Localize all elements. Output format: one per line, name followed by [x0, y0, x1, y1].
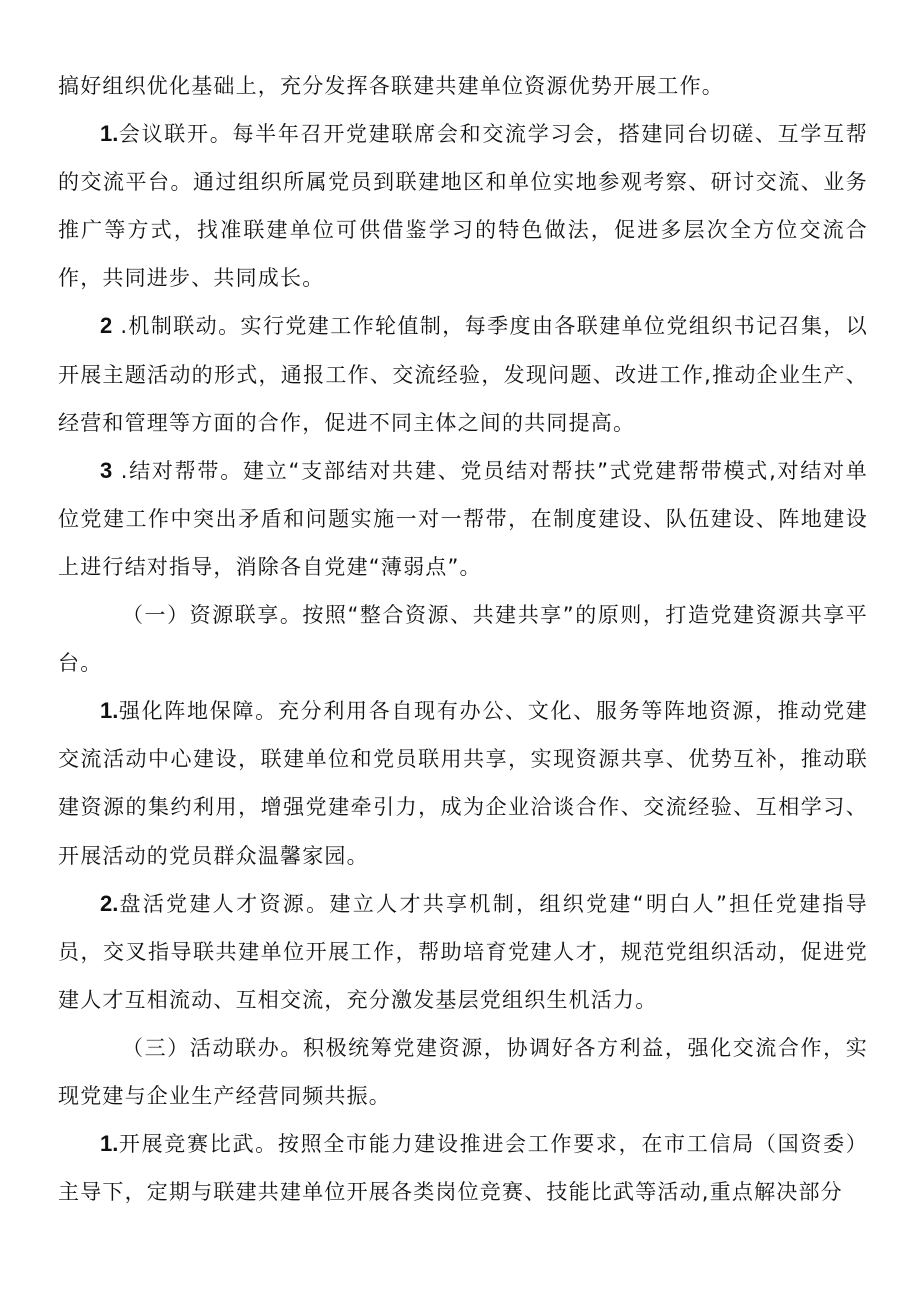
paragraph-text: .机制联动。实行党建工作轮值制，每季度由各联建单位党组织书记召集，以开展主题活动的形式，通报工作、交流经验，发现问题、改进工作,推动企业生产、经营和管理等方面的合作，促进不同主体之间的共同提高。 — [58, 314, 868, 435]
paragraph-1 — [58, 110, 868, 302]
section-heading-paragraph-4 — [58, 591, 868, 687]
paragraph-text: （三）活动联办。积极统筹党建资源，协调好各方利益，强化交流合作，实现党建与企业生产经营同频共振。 — [58, 1035, 868, 1108]
paragraph-8 — [58, 1120, 868, 1216]
paragraph-text: .结对帮带。建立“支部结对共建、党员结对帮扶”式党建帮带模式,对结对单位党建工作中突出矛盾和问题实施一对一帮带，在制度建设、队伍建设、阵地建设上进行结对指导，消除各自党建“薄弱点”。 — [58, 458, 868, 579]
paragraph-text: （一）资源联享。按照“整合资源、共建共享”的原则，打造党建资源共享平台。 — [58, 603, 868, 676]
paragraph-text: 搞好组织优化基础上，充分发挥各联建共建单位资源优势开展工作。 — [58, 74, 724, 98]
list-number: 1. — [100, 698, 119, 724]
paragraph-6 — [58, 880, 868, 1024]
document-page — [58, 62, 868, 1216]
list-number: 2. — [100, 890, 119, 916]
paragraph-3 — [58, 447, 868, 591]
paragraph-text: 开展竞赛比武。按照全市能力建设推进会工作要求，在市工信局（国资委）主导下，定期与联建共建单位开展各类岗位竞赛、技能比武等活动,重点解决部分 — [58, 1132, 868, 1205]
section-heading-paragraph-7 — [58, 1024, 868, 1120]
paragraph-text: 强化阵地保障。充分利用各自现有办公、文化、服务等阵地资源，推动党建交流活动中心建设，联建单位和党员联用共享，实现资源共享、优势互补，推动联建资源的集约利用，增强党建牵引力，成为企业洽谈合作、交流经验、互相学习、开展活动的党员群众温馨家园。 — [58, 699, 868, 868]
list-number: 2 — [100, 313, 113, 339]
paragraph-text: 盘活党建人才资源。建立人才共享机制，组织党建“明白人”担任党建指导员，交叉指导联共建单位开展工作，帮助培育党建人才，规范党组织活动，促进党建人才互相流动、互相交流，充分激发基层党组织生机活力。 — [58, 891, 868, 1012]
list-number: 1. — [100, 1131, 119, 1157]
paragraph-5 — [58, 687, 868, 879]
paragraph-0 — [58, 62, 868, 110]
paragraph-2 — [58, 302, 868, 446]
list-number: 1. — [100, 121, 119, 147]
paragraph-text: 会议联开。每半年召开党建联席会和交流学习会，搭建同台切磋、互学互帮的交流平台。通过组织所属党员到联建地区和单位实地参观考察、研讨交流、业务推广等方式，找准联建单位可供借鉴学习的特色做法，促进多层次全方位交流合作，共同进步、共同成长。 — [58, 122, 868, 291]
list-number: 3 — [100, 457, 113, 483]
